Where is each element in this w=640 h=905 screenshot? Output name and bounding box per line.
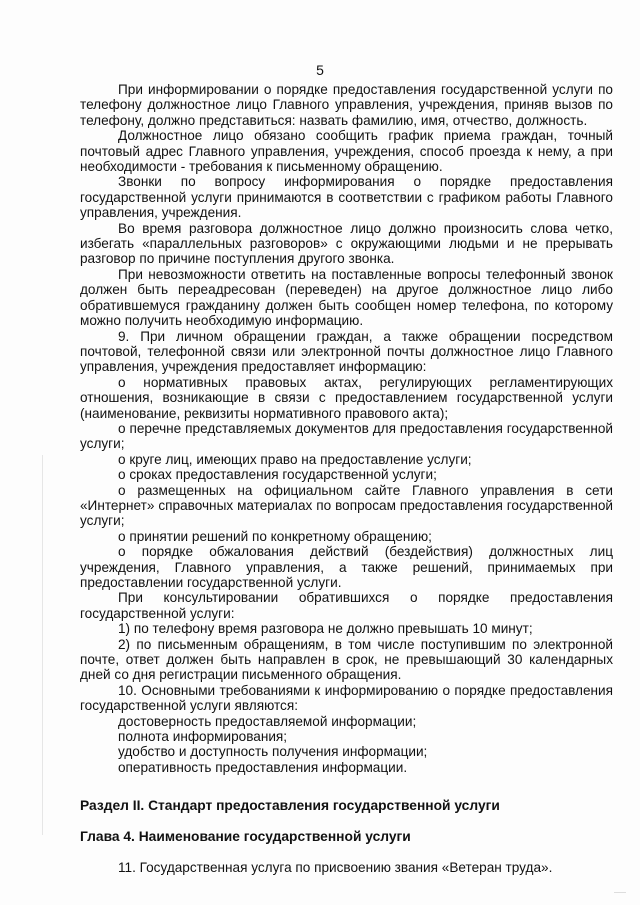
section-heading: Раздел II. Стандарт предоставления государственной услуги [80, 798, 500, 814]
scan-margin-line [42, 455, 43, 835]
paragraph: 10. Основными требованиями к информированию о порядке предоставления государственной услуги являются: [80, 682, 613, 714]
final-paragraph: 11. Государственная услуга по присвоению звания «Ветеран труда». [118, 860, 553, 876]
list-item: достоверность предоставляемой информации; [118, 713, 417, 729]
paragraph: Звонки по вопросу информирования о порядке предоставления государственной услуги принимаются в соответствии с графиком работы Главного управления, учреждения. [80, 174, 613, 221]
paragraph-list [80, 82, 613, 775]
paragraph: о круге лиц, имеющих право на предоставление услуги; [118, 451, 472, 467]
paragraph: о порядке обжалования действий (бездействия) должностных лиц учреждения, Главного управления, а также решений, принимаемых при предоставлении государственной услуги. [80, 544, 613, 590]
chapter-heading: Глава 4. Наименование государственной услуги [80, 828, 411, 844]
paragraph: Должностное лицо обязано сообщить график приема граждан, точный почтовый адрес Главного управления, учреждения, способ проезда к нему, а при необходимости - требования к письменному обращению. [80, 128, 613, 175]
paragraph: 1) по телефону время разговора не должно превышать 10 минут; [118, 621, 533, 637]
paragraph: о перечне представляемых документов для предоставления государственной услуги; [80, 420, 613, 452]
paragraph: о размещенных на официальном сайте Главного управления в сети «Интернет» справочных материалах по вопросам предоставления государственной услуги; [80, 482, 613, 529]
page-number: 5 [316, 62, 324, 78]
paragraph: 2) по письменным обращениям, в том числе поступившим по электронной почте, ответ должен быть направлен в срок, не превышающий 30 календарных дней со дня регистрации письменного обращения. [80, 636, 613, 683]
paragraph: Во время разговора должностное лицо должно произносить слова четко, избегать «параллельных разговоров» с окружающими людьми и не прерывать разговор по причине поступления другого звонка. [80, 220, 613, 267]
scan-corner-mark [614, 892, 626, 893]
paragraph: о принятии решений по конкретному обращению; [118, 528, 432, 544]
list-item: оперативность предоставления информации. [118, 759, 408, 775]
paragraph: о нормативных правовых актах, регулирующих регламентирующих отношения, возникающие в связи с предоставлением государственной услуги (наименование, реквизиты нормативного правового акта); [80, 374, 613, 421]
paragraph: о сроках предоставления государственной услуги; [118, 467, 437, 483]
list-item: полнота информирования; [118, 729, 288, 745]
paragraph: 9. При личном обращении граждан, а также обращении посредством почтовой, телефонной связи или электронной почты должностное лицо Главного управления, учреждения предоставляет информацию: [80, 328, 613, 375]
paragraph: При информировании о порядке предоставления государственной услуги по телефону должностное лицо Главного управления, учреждения, приняв вызов по телефону, должно представиться: назвать фамилию, имя, отчество, должность. [80, 82, 613, 128]
document-body [80, 82, 613, 876]
paragraph: При невозможности ответить на поставленные вопросы телефонный звонок должен быть переадресован (переведен) на другое должностное лицо либо обратившемуся гражданину должен быть сообщен номер телефона, по которому можно получить необходимую информацию. [80, 266, 613, 329]
paragraph: При консультировании обратившихся о порядке предоставления государственной услуги: [80, 590, 613, 621]
list-item: удобство и доступность получения информации; [118, 744, 428, 760]
